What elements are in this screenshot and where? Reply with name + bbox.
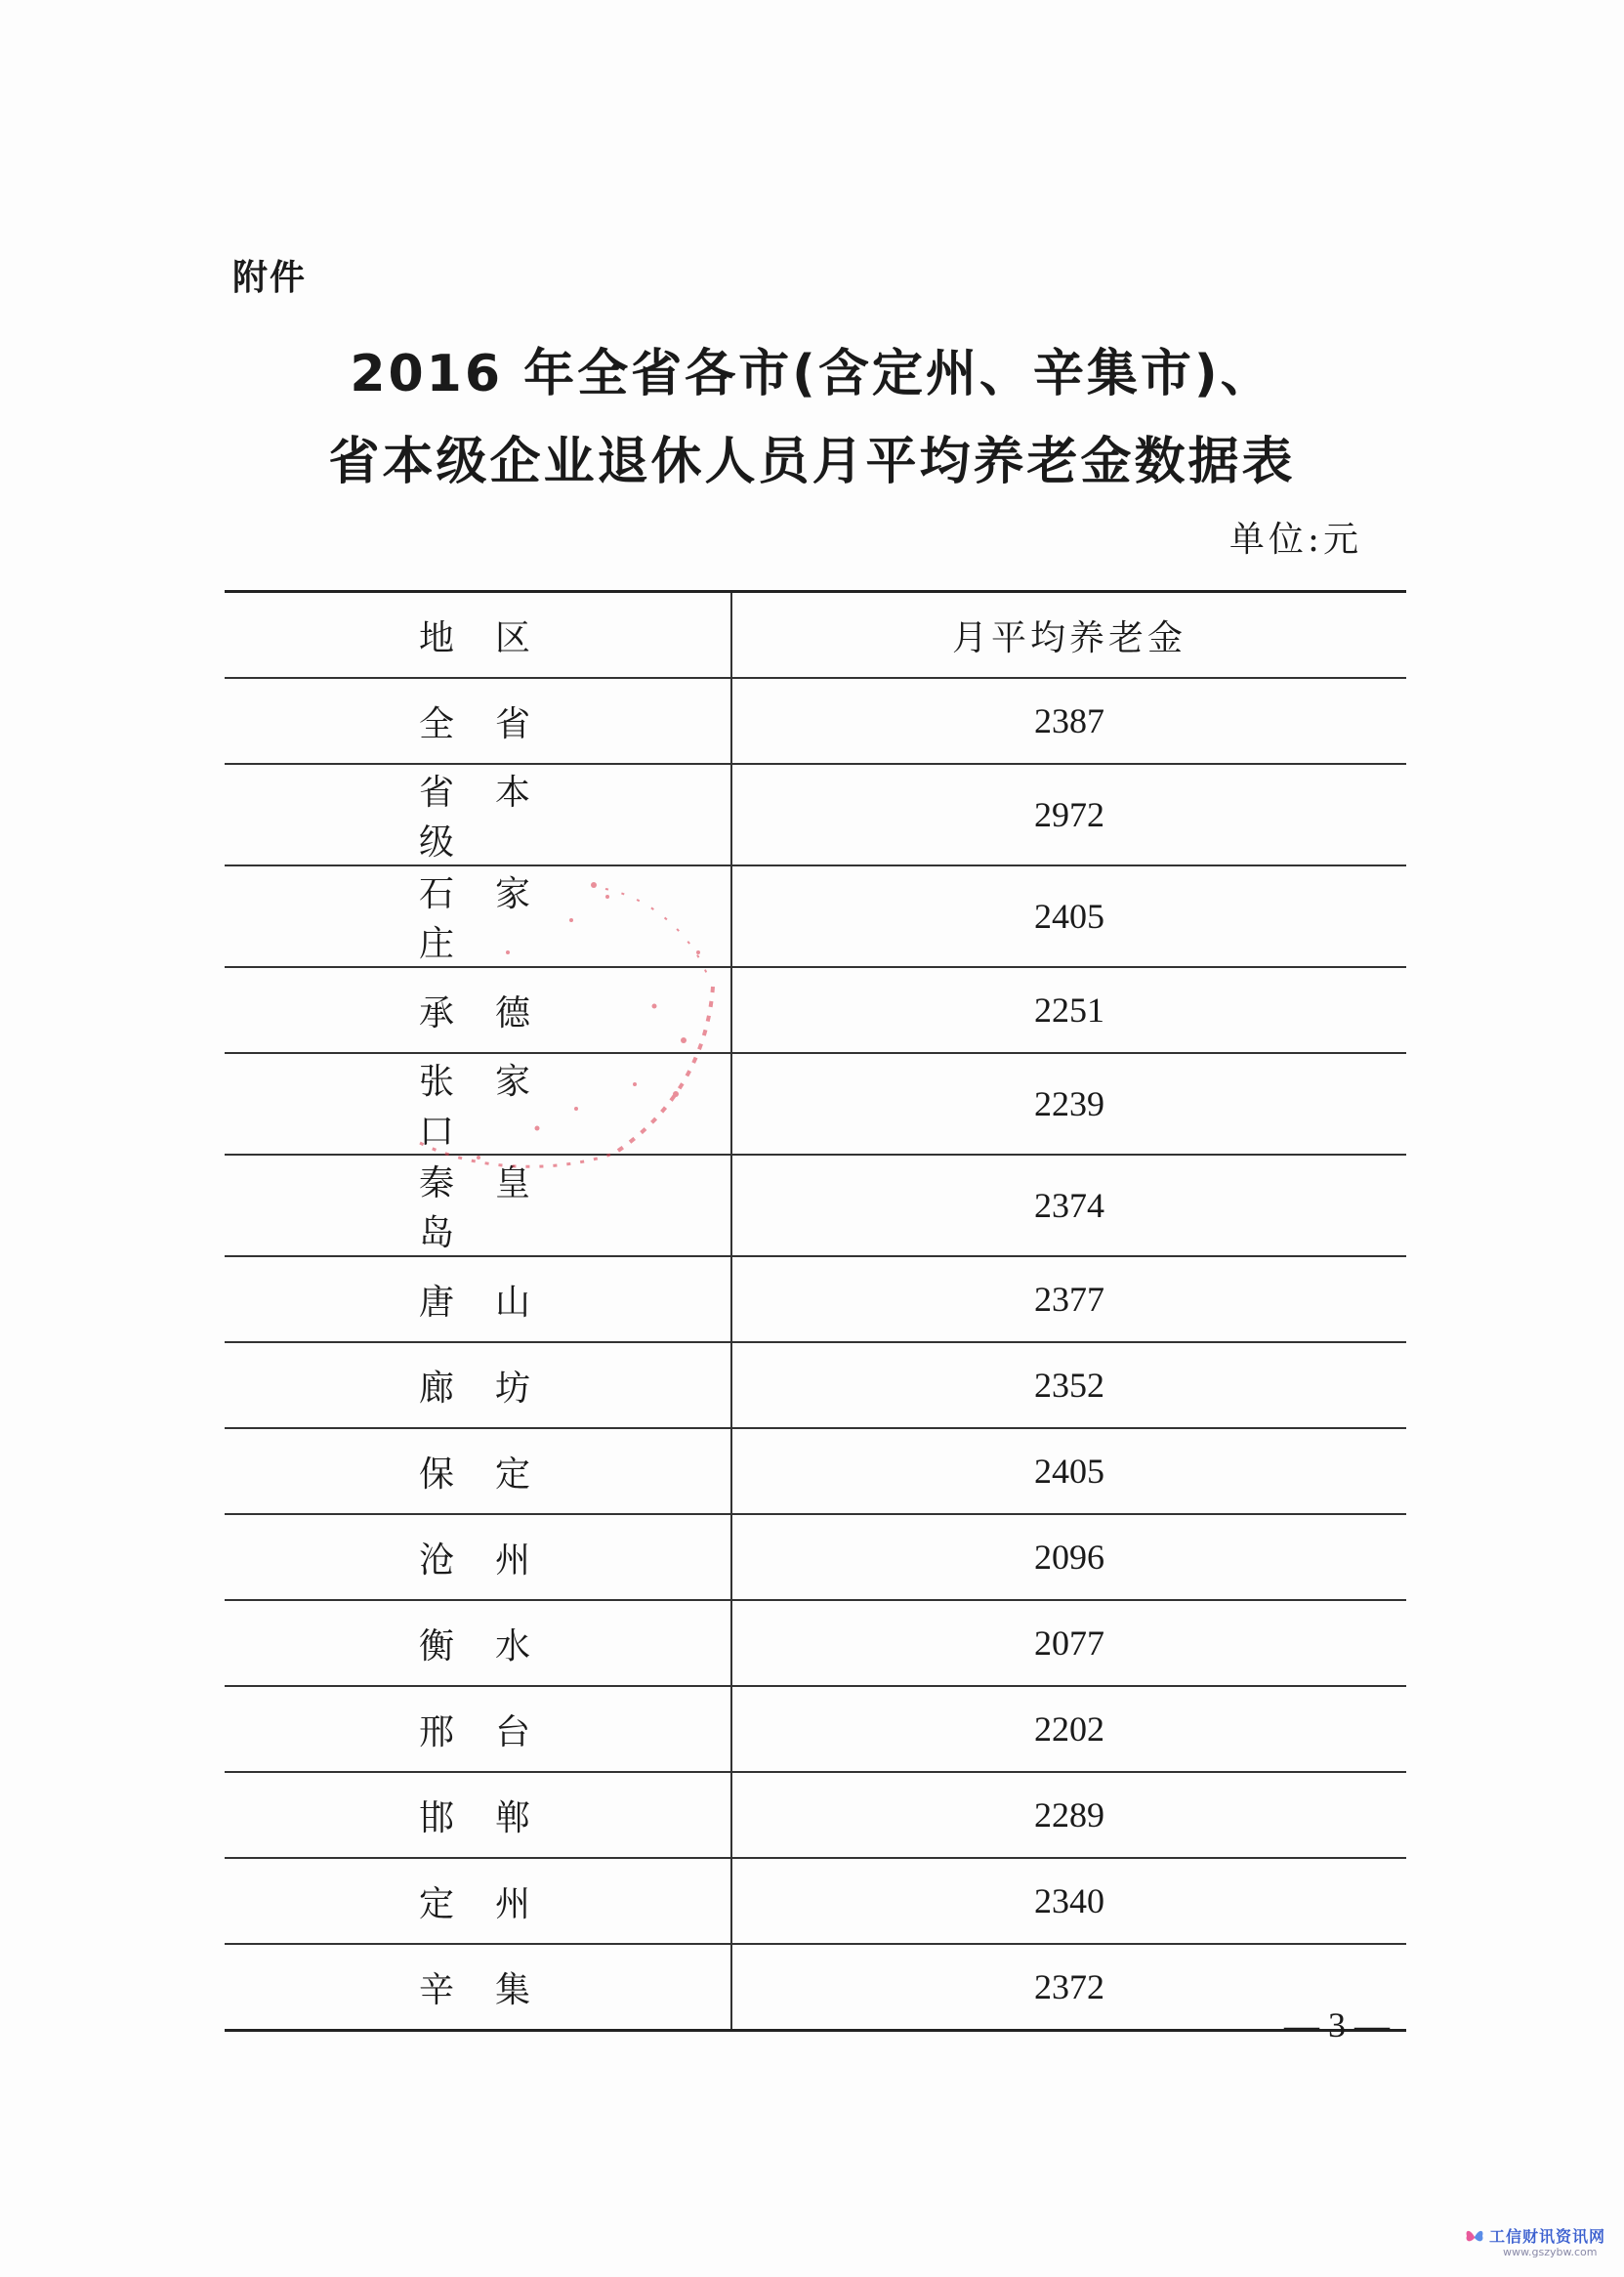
- header-region: [225, 592, 731, 679]
- pension-value-cell: 2352: [731, 1342, 1406, 1428]
- pension-value-cell: 2251: [731, 967, 1406, 1053]
- pension-data-table: [225, 590, 1406, 2032]
- region-cell: [225, 1514, 731, 1600]
- document-title-line-1: 2016 年全省各市(含定州、辛集市)、: [350, 345, 1274, 403]
- table-row: [225, 1342, 1406, 1428]
- header-value: 月平均养老金: [731, 592, 1406, 679]
- pension-value-cell: 2405: [731, 865, 1406, 967]
- region-cell: [225, 1772, 731, 1858]
- region-cell: [225, 678, 731, 764]
- region-name: 沧州: [419, 1539, 536, 1581]
- table-row: [225, 678, 1406, 764]
- region-name: 保定: [419, 1454, 536, 1495]
- table-row: [225, 865, 1406, 967]
- region-name: 张家口: [419, 1062, 536, 1152]
- table-body: [225, 678, 1406, 2031]
- page-number: — 3 —: [1284, 2005, 1390, 2045]
- region-name: 邢台: [419, 1711, 536, 1752]
- region-name: 廊坊: [419, 1368, 536, 1409]
- region-name: 承德: [419, 992, 536, 1033]
- pension-value-cell: 2374: [731, 1155, 1406, 1256]
- table-row: [225, 1600, 1406, 1686]
- table-row: [225, 967, 1406, 1053]
- region-cell: [225, 764, 731, 865]
- table-row: [225, 1858, 1406, 1944]
- watermark-title: 工信财讯资讯网: [1489, 2227, 1606, 2246]
- watermark-url: www.gszybw.com: [1503, 2246, 1598, 2258]
- pension-value-cell: 2239: [731, 1053, 1406, 1155]
- table-row: [225, 764, 1406, 865]
- region-name: 省本级: [419, 773, 536, 863]
- region-name: 定州: [419, 1883, 536, 1924]
- site-watermark: [1464, 2224, 1610, 2263]
- attachment-label: 附件: [232, 258, 308, 298]
- table-row: [225, 1256, 1406, 1342]
- pension-value-cell: 2202: [731, 1686, 1406, 1772]
- region-name: 秦皇岛: [419, 1163, 536, 1253]
- table-row: [225, 1155, 1406, 1256]
- region-name: 石家庄: [419, 874, 536, 964]
- table-row: [225, 1514, 1406, 1600]
- table-row: [225, 1053, 1406, 1155]
- region-cell: [225, 1858, 731, 1944]
- table-row: [225, 1428, 1406, 1514]
- pension-value-cell: 2077: [731, 1600, 1406, 1686]
- region-name: 全省: [419, 703, 536, 744]
- region-name: 衡水: [419, 1625, 536, 1666]
- region-name: 邯郸: [419, 1797, 536, 1838]
- region-cell: [225, 967, 731, 1053]
- butterfly-logo-icon: [1464, 2226, 1485, 2248]
- region-cell: [225, 1428, 731, 1514]
- region-name: 辛集: [419, 1969, 536, 2010]
- table-header-row: [225, 592, 1406, 679]
- region-cell: [225, 1053, 731, 1155]
- region-cell: [225, 1600, 731, 1686]
- pension-value-cell: 2289: [731, 1772, 1406, 1858]
- table-row: [225, 1772, 1406, 1858]
- header-region-label: 地区: [419, 617, 536, 658]
- unit-label: 单位:元: [1228, 520, 1362, 560]
- pension-value-cell: 2372: [1034, 1967, 1104, 2006]
- table-row: [225, 1944, 1406, 2031]
- region-cell: [225, 1256, 731, 1342]
- region-cell: [225, 1944, 731, 2031]
- region-name: 唐山: [419, 1282, 536, 1323]
- region-cell: [225, 865, 731, 967]
- pension-value-cell: 2405: [731, 1428, 1406, 1514]
- region-cell: [225, 1155, 731, 1256]
- pension-value-cell: 2340: [731, 1858, 1406, 1944]
- pension-value-cell: 2096: [731, 1514, 1406, 1600]
- region-cell: [225, 1342, 731, 1428]
- region-cell: [225, 1686, 731, 1772]
- pension-value-cell: 2387: [731, 678, 1406, 764]
- document-title-line-2: 省本级企业退休人员月平均养老金数据表: [328, 433, 1296, 491]
- pension-value-cell: 2972: [731, 764, 1406, 865]
- pension-value-cell: 2377: [731, 1256, 1406, 1342]
- table-row: [225, 1686, 1406, 1772]
